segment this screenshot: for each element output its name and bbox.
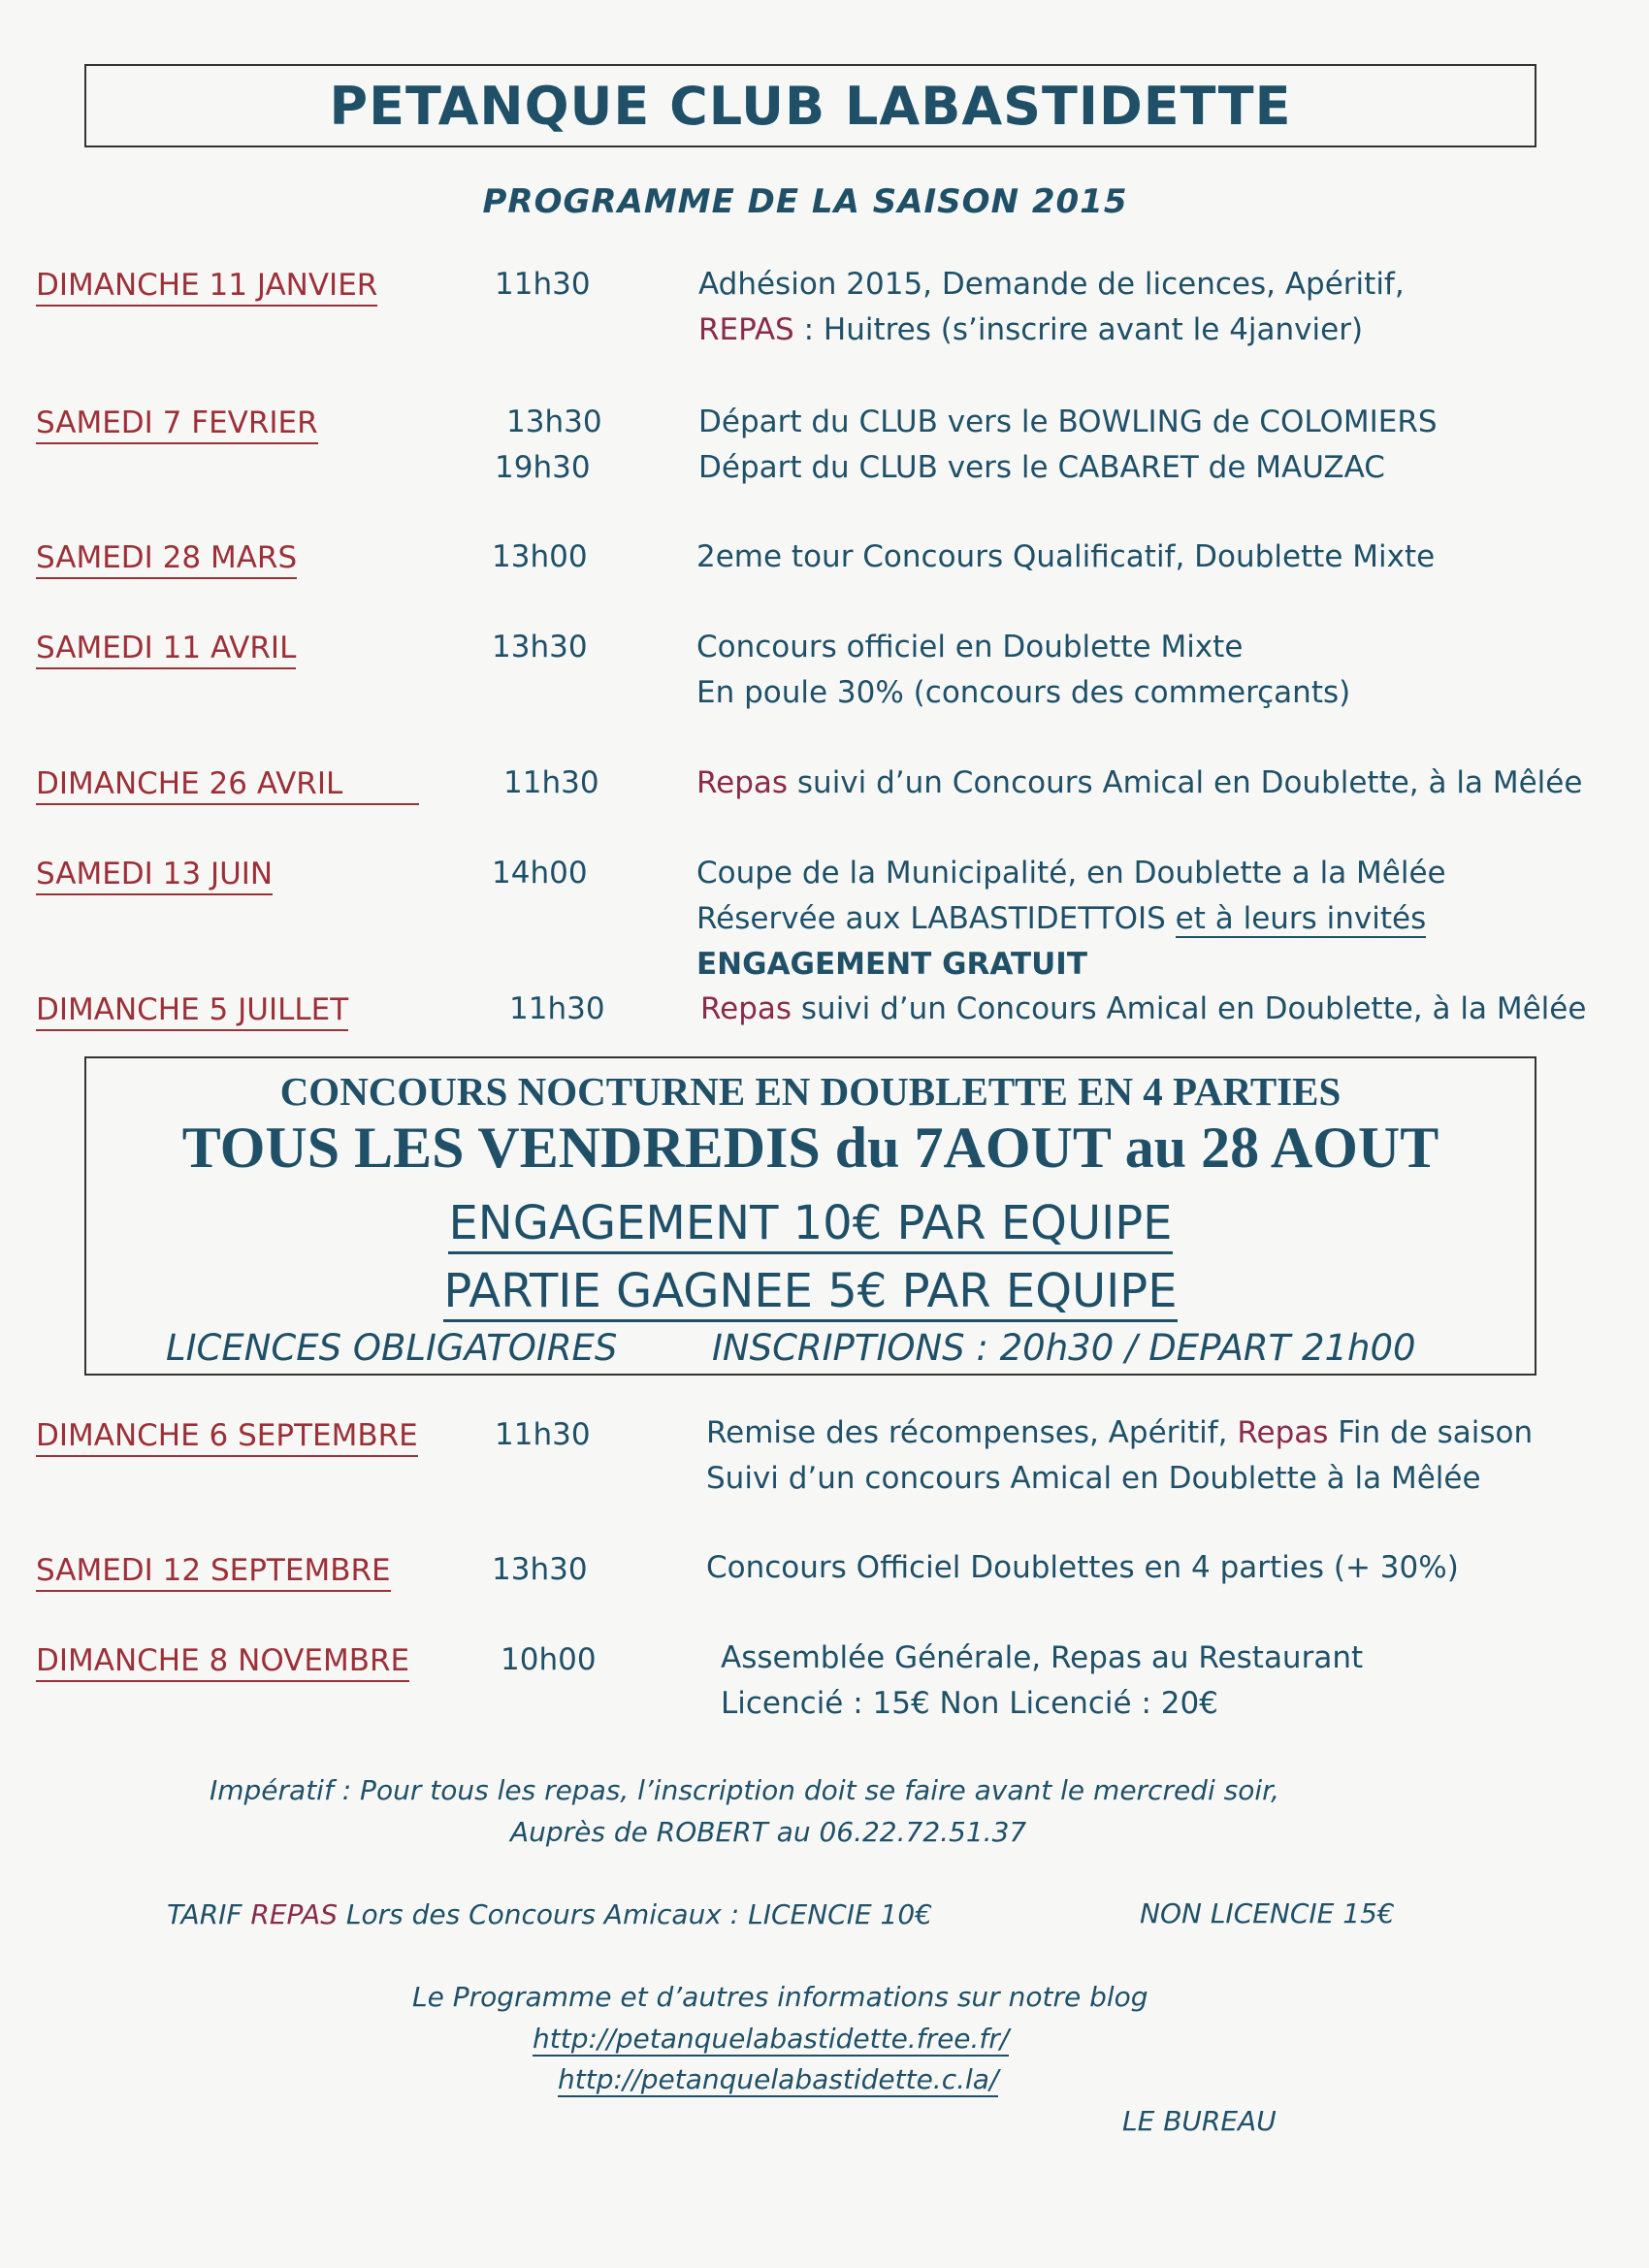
repas-label: Repas — [1237, 1415, 1329, 1450]
underlined-text: et à leurs invités — [1175, 901, 1427, 936]
page-title: PETANQUE CLUB LABASTIDETTE — [329, 76, 1292, 137]
tarif-prefix: TARIF — [167, 1898, 251, 1930]
event-description: En poule 30% (concours des commerçants) — [696, 675, 1351, 710]
event-date: SAMEDI 11 AVRIL — [36, 631, 296, 669]
event-date: DIMANCHE 8 NOVEMBRE — [36, 1643, 409, 1682]
contact-note: Auprès de ROBERT au 06.22.72.51.37 — [510, 1816, 1027, 1848]
repas-label: Repas — [700, 991, 792, 1026]
event-description-text: suivi d’un Concours Amical en Doublette, à la Mêlée — [792, 991, 1587, 1026]
tarif-non-licencie: NON LICENCIE 15€ — [1140, 1897, 1395, 1929]
tarif-text: Lors des Concours Amicaux : LICENCIE 10€ — [337, 1898, 933, 1930]
title-box — [84, 64, 1536, 147]
nocturne-prize-text: PARTIE GAGNEE 5€ PAR EQUIPE — [443, 1264, 1177, 1322]
event-date: DIMANCHE 11 JANVIER — [36, 268, 377, 307]
nocturne-fee-text: ENGAGEMENT 10€ PAR EQUIPE — [448, 1196, 1172, 1254]
event-description: Suivi d’un concours Amical en Doublette à la Mêlée — [706, 1461, 1481, 1496]
nocturne-dates: TOUS LES VENDREDIS du 7AOUT au 28 AOUT — [181, 1116, 1439, 1180]
event-description: Coupe de la Municipalité, en Doublette a la Mêlée — [696, 856, 1446, 891]
imperatif-note: Impératif : Pour tous les repas, l’inscription doit se faire avant le mercredi soir, — [210, 1774, 1279, 1806]
event-time: 11h30 — [509, 991, 605, 1026]
event-description-text: Réservée aux LABASTIDETTOIS — [696, 901, 1176, 936]
event-time: 13h30 — [506, 405, 602, 439]
event-time: 10h00 — [501, 1642, 597, 1677]
event-description: Concours officiel en Doublette Mixte — [696, 630, 1244, 664]
blog-note: Le Programme et d’autres informations sur notre blog — [412, 1981, 1148, 2013]
tarif-note — [167, 1898, 932, 1930]
event-description — [696, 765, 1582, 800]
page-subtitle: PROGRAMME DE LA SAISON 2015 — [482, 182, 1128, 221]
event-description: Concours Officiel Doublettes en 4 parties (+ 30%) — [706, 1550, 1459, 1585]
event-date: DIMANCHE 26 AVRIL — [36, 766, 419, 805]
event-date: DIMANCHE 5 JUILLET — [36, 992, 348, 1031]
event-time: 13h30 — [492, 1552, 588, 1587]
event-description: Départ du CLUB vers le CABARET de MAUZAC — [698, 450, 1385, 485]
event-time: 13h30 — [492, 630, 588, 664]
event-time: 19h30 — [495, 450, 591, 485]
nocturne-licences: LICENCES OBLIGATOIRES — [166, 1327, 618, 1369]
nocturne-inscriptions: INSCRIPTIONS : 20h30 / DEPART 21h00 — [712, 1327, 1416, 1369]
event-description: Assemblée Générale, Repas au Restaurant — [721, 1640, 1364, 1675]
event-time: 13h00 — [492, 539, 588, 574]
nocturne-heading: CONCOURS NOCTURNE EN DOUBLETTE EN 4 PARTIES — [279, 1069, 1342, 1114]
event-time: 11h30 — [503, 765, 599, 800]
event-description — [696, 901, 1426, 936]
repas-label: REPAS — [250, 1898, 338, 1930]
event-description: Départ du CLUB vers le BOWLING de COLOMIERS — [698, 405, 1438, 439]
event-description: 2eme tour Concours Qualificatif, Doublette Mixte — [696, 539, 1436, 574]
blog-link-1-text[interactable]: http://petanquelabastidette.free.fr/ — [533, 2023, 1010, 2055]
repas-label: Repas — [696, 765, 789, 800]
event-description-text: : Huitres (s’inscrire avant le 4janvier) — [793, 312, 1364, 347]
event-time: 11h30 — [495, 267, 591, 302]
event-description — [706, 1415, 1533, 1450]
blog-link-1[interactable] — [533, 2023, 1009, 2055]
signature: LE BUREAU — [1122, 2105, 1277, 2137]
event-time: 14h00 — [492, 856, 588, 891]
event-description — [698, 312, 1363, 347]
repas-label: REPAS — [698, 312, 794, 347]
nocturne-box — [84, 1056, 1536, 1376]
event-description-text: suivi d’un Concours Amical en Doublette, à la Mêlée — [788, 765, 1583, 800]
nocturne-fee — [86, 1196, 1535, 1250]
event-date: SAMEDI 13 JUIN — [36, 857, 273, 895]
blog-link-2-text[interactable]: http://petanquelabastidette.c.la/ — [558, 2063, 999, 2095]
event-description: Licencié : 15€ Non Licencié : 20€ — [721, 1686, 1218, 1721]
event-date: SAMEDI 7 FEVRIER — [36, 405, 318, 444]
event-date: SAMEDI 28 MARS — [36, 540, 297, 579]
event-description-text: Fin de saison — [1328, 1415, 1534, 1450]
event-description: ENGAGEMENT GRATUIT — [696, 947, 1087, 982]
blog-link-2[interactable] — [558, 2063, 998, 2095]
event-description-text: Remise des récompenses, Apéritif, — [706, 1415, 1238, 1450]
nocturne-prize — [86, 1264, 1535, 1318]
event-date: SAMEDI 12 SEPTEMBRE — [36, 1553, 391, 1592]
event-description: Adhésion 2015, Demande de licences, Apéritif, — [698, 267, 1405, 302]
event-time: 11h30 — [495, 1417, 591, 1452]
event-date: DIMANCHE 6 SEPTEMBRE — [36, 1418, 418, 1457]
event-description — [700, 991, 1586, 1026]
